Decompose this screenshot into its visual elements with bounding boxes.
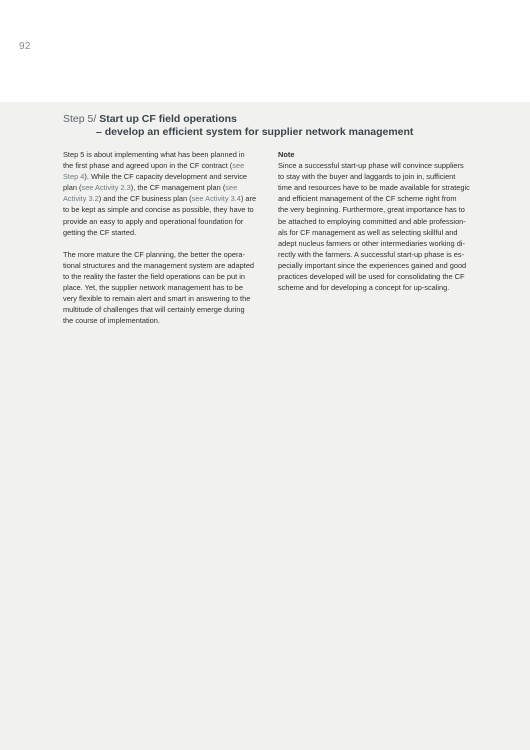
text-line: the course of implementation. [63, 316, 160, 326]
page-number: 92 [19, 41, 31, 52]
text-line: be attached to employing committed and able profession- [278, 216, 466, 226]
text-line: the first phase and agreed upon in the CF contract (see [63, 161, 245, 171]
left-column [63, 149, 263, 326]
text-line: adept nucleus farmers or other intermediaries working di- [278, 238, 465, 248]
text-line: to the reality the faster the field operations can be put in [63, 271, 246, 281]
reference-link[interactable]: see [232, 161, 245, 171]
text-line: very flexible to remain alert and smart in answering to the [63, 294, 251, 304]
text-line: Since a successful start-up phase will convince suppliers [278, 161, 464, 171]
note-title: Note [278, 150, 295, 159]
text-line: rectly with the farmers. A successful start-up phase is es- [278, 249, 465, 259]
text-line: Activity 3.2) and the CF business plan (see Activity 3.4) are [63, 194, 257, 204]
text-line: getting the CF started. [63, 227, 137, 237]
text-line: place. Yet, the supplier network management has to be [63, 283, 243, 293]
text-line: Step 4). While the CF capacity development and service [63, 172, 248, 182]
text-line: The more mature the CF planning, the better the opera- [63, 249, 245, 259]
text-line: scheme and for developing a concept for up-scaling. [278, 283, 450, 293]
note-column [278, 149, 478, 293]
text-line: als for CF management as well as selecting skillful and [278, 227, 458, 237]
text-line: provide an easy to apply and operational foundation for [63, 216, 244, 226]
paragraph-gap [63, 238, 263, 249]
reference-link[interactable]: see [225, 183, 238, 193]
reference-link[interactable]: see Activity 2.3 [81, 183, 131, 193]
text-line: tional structures and the management system are adapted [63, 260, 255, 270]
section-heading [63, 113, 483, 139]
reference-link[interactable]: Step 4 [63, 172, 85, 182]
text-line: Step 5 is about implementing what has been planned in [63, 150, 245, 159]
text-line: pecially important since the experiences gained and good [278, 260, 467, 270]
text-line: the very beginning. Furthermore, great importance has to [278, 205, 465, 215]
step-prefix: Step 5/ [63, 113, 97, 125]
text-line: multitude of challenges that will certainly emerge during [63, 305, 245, 315]
text-line: to be kept as simple and concise as possible, they have to [63, 205, 254, 215]
reference-link[interactable]: see Activity 3.4 [191, 194, 241, 204]
step-title-line2: – develop an efficient system for supplier network management [96, 126, 414, 138]
step-title-line1: Start up CF field operations [99, 113, 237, 125]
text-line: practices developed will be used for consolidating the CF [278, 272, 465, 282]
text-line: and efficient management of the CF scheme right from [278, 194, 457, 204]
text-line: to stay with the buyer and laggards to join in, sufficient [278, 172, 456, 182]
reference-link[interactable]: Activity 3.2 [63, 194, 99, 204]
text-line: time and resources have to be made available for strategic [278, 183, 470, 193]
text-line: plan (see Activity 2.3), the CF management plan (see [63, 183, 238, 193]
